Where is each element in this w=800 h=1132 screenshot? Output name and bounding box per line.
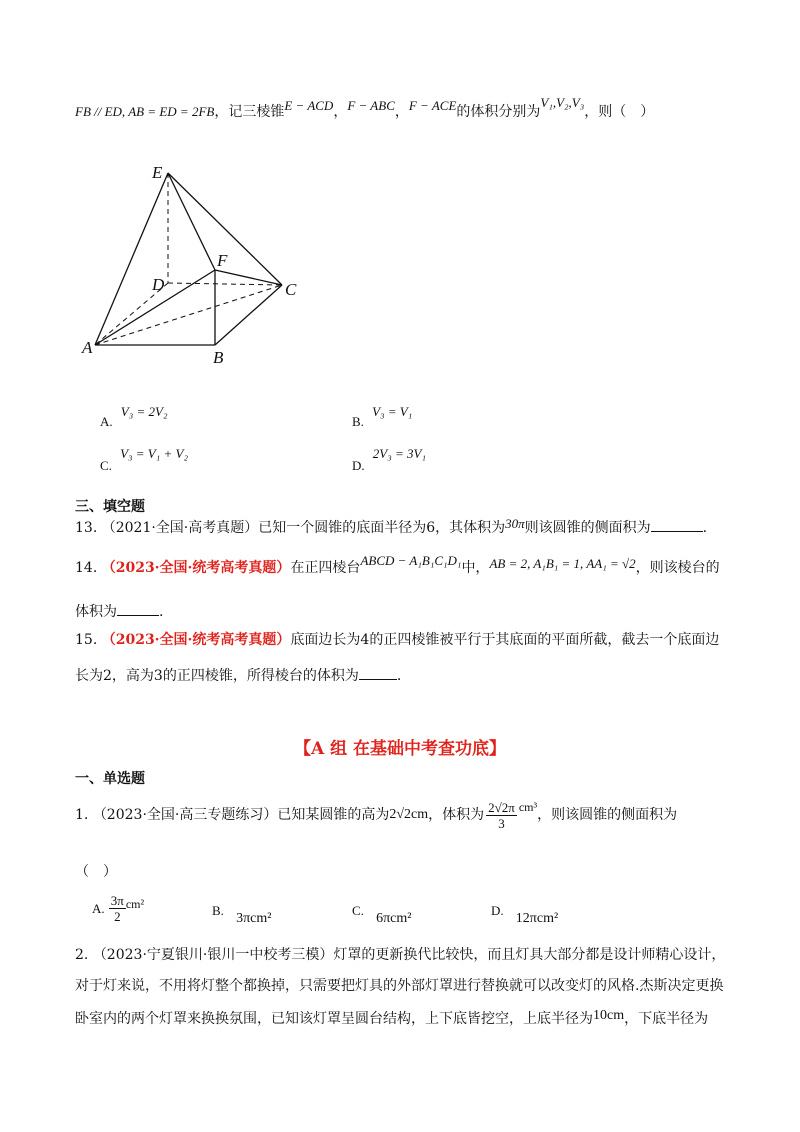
q1-volume-fraction [486,800,517,831]
q12-condition: FB // ED, AB = ED = 2FB [75,104,215,119]
q13-answer-blank[interactable] [651,517,703,532]
edge-AC-hidden [95,285,282,345]
q13-num: 13. [75,520,98,536]
q15-end: . [396,668,402,684]
q12-sep-1: ， [333,104,348,120]
q2-line-3-text-2: ，下底半径为 [624,1011,709,1027]
option-label: A. [92,900,105,916]
q2-num: 2. [75,947,89,963]
option-label: B. [352,414,364,429]
q12-text-3: ，则（ ） [584,104,655,120]
edge-EF [168,173,215,270]
q12-text-1: ，记三棱锥 [214,104,285,120]
q1 [75,792,677,838]
q1-option-b[interactable] [212,903,272,926]
q1-text: 已知某圆锥的高为 [277,807,390,823]
q14-text: 在正四棱台 [290,560,361,576]
q12-pyramid-1: E − ACD [284,98,334,113]
option-label: B. [212,903,224,918]
q2-radius: 10cm [593,1008,625,1023]
q15-answer-blank[interactable] [359,665,397,680]
q12-option-d[interactable] [352,446,426,473]
q1-option-a[interactable] [92,893,144,924]
q1-height: 2√2cm [389,807,429,822]
q13-math: 30π [505,516,525,531]
option-unit: cm² [125,897,145,911]
q15-line-2 [75,665,401,686]
label-F: F [217,251,228,270]
q2-line-1: 灯罩的更新换代比较快，而且灯具大部分都是设计师精心设计， [333,947,726,963]
q12-stem [75,95,655,122]
q15-text: 底面边长为4的正四棱锥被平行于其底面的平面所截，截去一个底面边 [290,632,720,648]
q1-option-c[interactable] [352,903,412,926]
q12-text-2: 的体积分别为 [456,104,541,120]
q13 [75,517,707,538]
option-expr: V₃ = 2V₂ [120,404,168,419]
label-A: A [82,338,93,357]
section-fill-in: 三、填空题 [75,499,145,515]
edge-DC-hidden [168,283,282,285]
q15 [75,630,719,650]
q12-volumes: V₁,V₂,V₃ [540,95,585,110]
q13-text: 已知一个圆锥的底面半径为6，其体积为 [258,520,506,536]
q14 [75,553,720,578]
q12-option-c[interactable] [100,446,188,473]
q2-source: （2023·宁夏银川·银川一中校考三模） [92,947,334,963]
option-fraction [109,893,126,924]
q13-source: （2021·全国·高考真题） [101,520,259,536]
option-label: C. [352,903,364,918]
q2-line-3-text: 卧室内的两个灯罩来换换氛围，已知该灯罩呈圆台结构，上下底皆挖空，上底半径为 [75,1011,593,1027]
edge-BC [215,285,282,345]
q14-text-3: ，则该棱台的 [635,560,720,576]
label-B: B [213,348,224,367]
q13-end: . [702,520,708,536]
q15-num: 15. [75,632,98,648]
q15-source: （2023·全国·统考高考真题） [101,632,291,648]
option-label: D. [352,458,365,473]
option-expr: 3πcm² [236,911,272,926]
fraction-numerator: 3π [110,893,124,908]
option-expr: V₃ = V₁ [372,404,413,419]
q14-math: ABCD − A₁B₁C₁D₁ [360,553,462,568]
q12-pyramid-2: F − ABC [347,98,395,113]
label-C: C [285,280,297,299]
q12-option-a[interactable] [100,404,168,429]
q14-text-2: 中， [461,560,490,576]
q14-end: . [159,604,164,620]
option-expr: 6πcm² [376,911,412,926]
q1-text-2: ，体积为 [428,807,485,823]
q14-source: （2023·全国·统考高考真题） [101,560,291,576]
q1-option-d[interactable] [491,903,559,926]
q14-math-2: AB = 2, A₁B₁ = 1, AA₁ = √2 [489,556,636,571]
q12-pyramid-3: F − ACE [408,98,457,113]
q12-sep-2: ， [394,104,409,120]
fraction-denominator: 3 [498,815,505,831]
fraction-numerator: 2√2π [488,799,515,815]
q1-source: （2023·全国·高三专题练习） [92,807,278,823]
group-a-heading: 【A 组 在基础中考查功底】 [293,739,507,759]
option-expr: 2V₃ = 3V₁ [372,446,426,461]
fraction-denominator: 2 [114,909,121,924]
q14-line-2 [75,601,163,622]
q2 [75,945,725,965]
q1-paren: （ ） [75,864,117,880]
q1-volume-unit: cm³ [518,800,538,814]
q14-num: 14. [75,560,98,576]
q2-line-2: 对于灯来说，不用将灯整个都换掉，只需要把灯具的外部灯罩进行替换就可以改变灯的风格.杰斯决定更换 [75,978,724,994]
option-label: C. [100,458,112,473]
label-D: D [152,275,165,294]
q1-num: 1. [75,807,89,823]
option-expr: V₃ = V₁ + V₂ [120,446,188,461]
option-label: D. [491,903,504,918]
option-label: A. [100,414,113,429]
q1-text-3: ，则该圆锥的侧面积为 [537,807,678,823]
edge-EA [95,173,168,345]
pyramid-figure [80,155,320,370]
q2-line-3 [75,1009,708,1030]
q13-text-2: 则该圆锥的侧面积为 [524,520,651,536]
option-expr: 12πcm² [515,911,559,926]
edge-FC [215,270,282,285]
q12-option-b[interactable] [352,404,413,429]
q14-answer-blank[interactable] [117,601,159,616]
q15-line2-text: 长为2，高为3的正四棱锥，所得棱台的体积为 [75,668,359,684]
q14-line2-text: 体积为 [75,604,117,620]
label-E: E [152,163,163,182]
section-single-choice: 一、单选题 [75,771,145,787]
